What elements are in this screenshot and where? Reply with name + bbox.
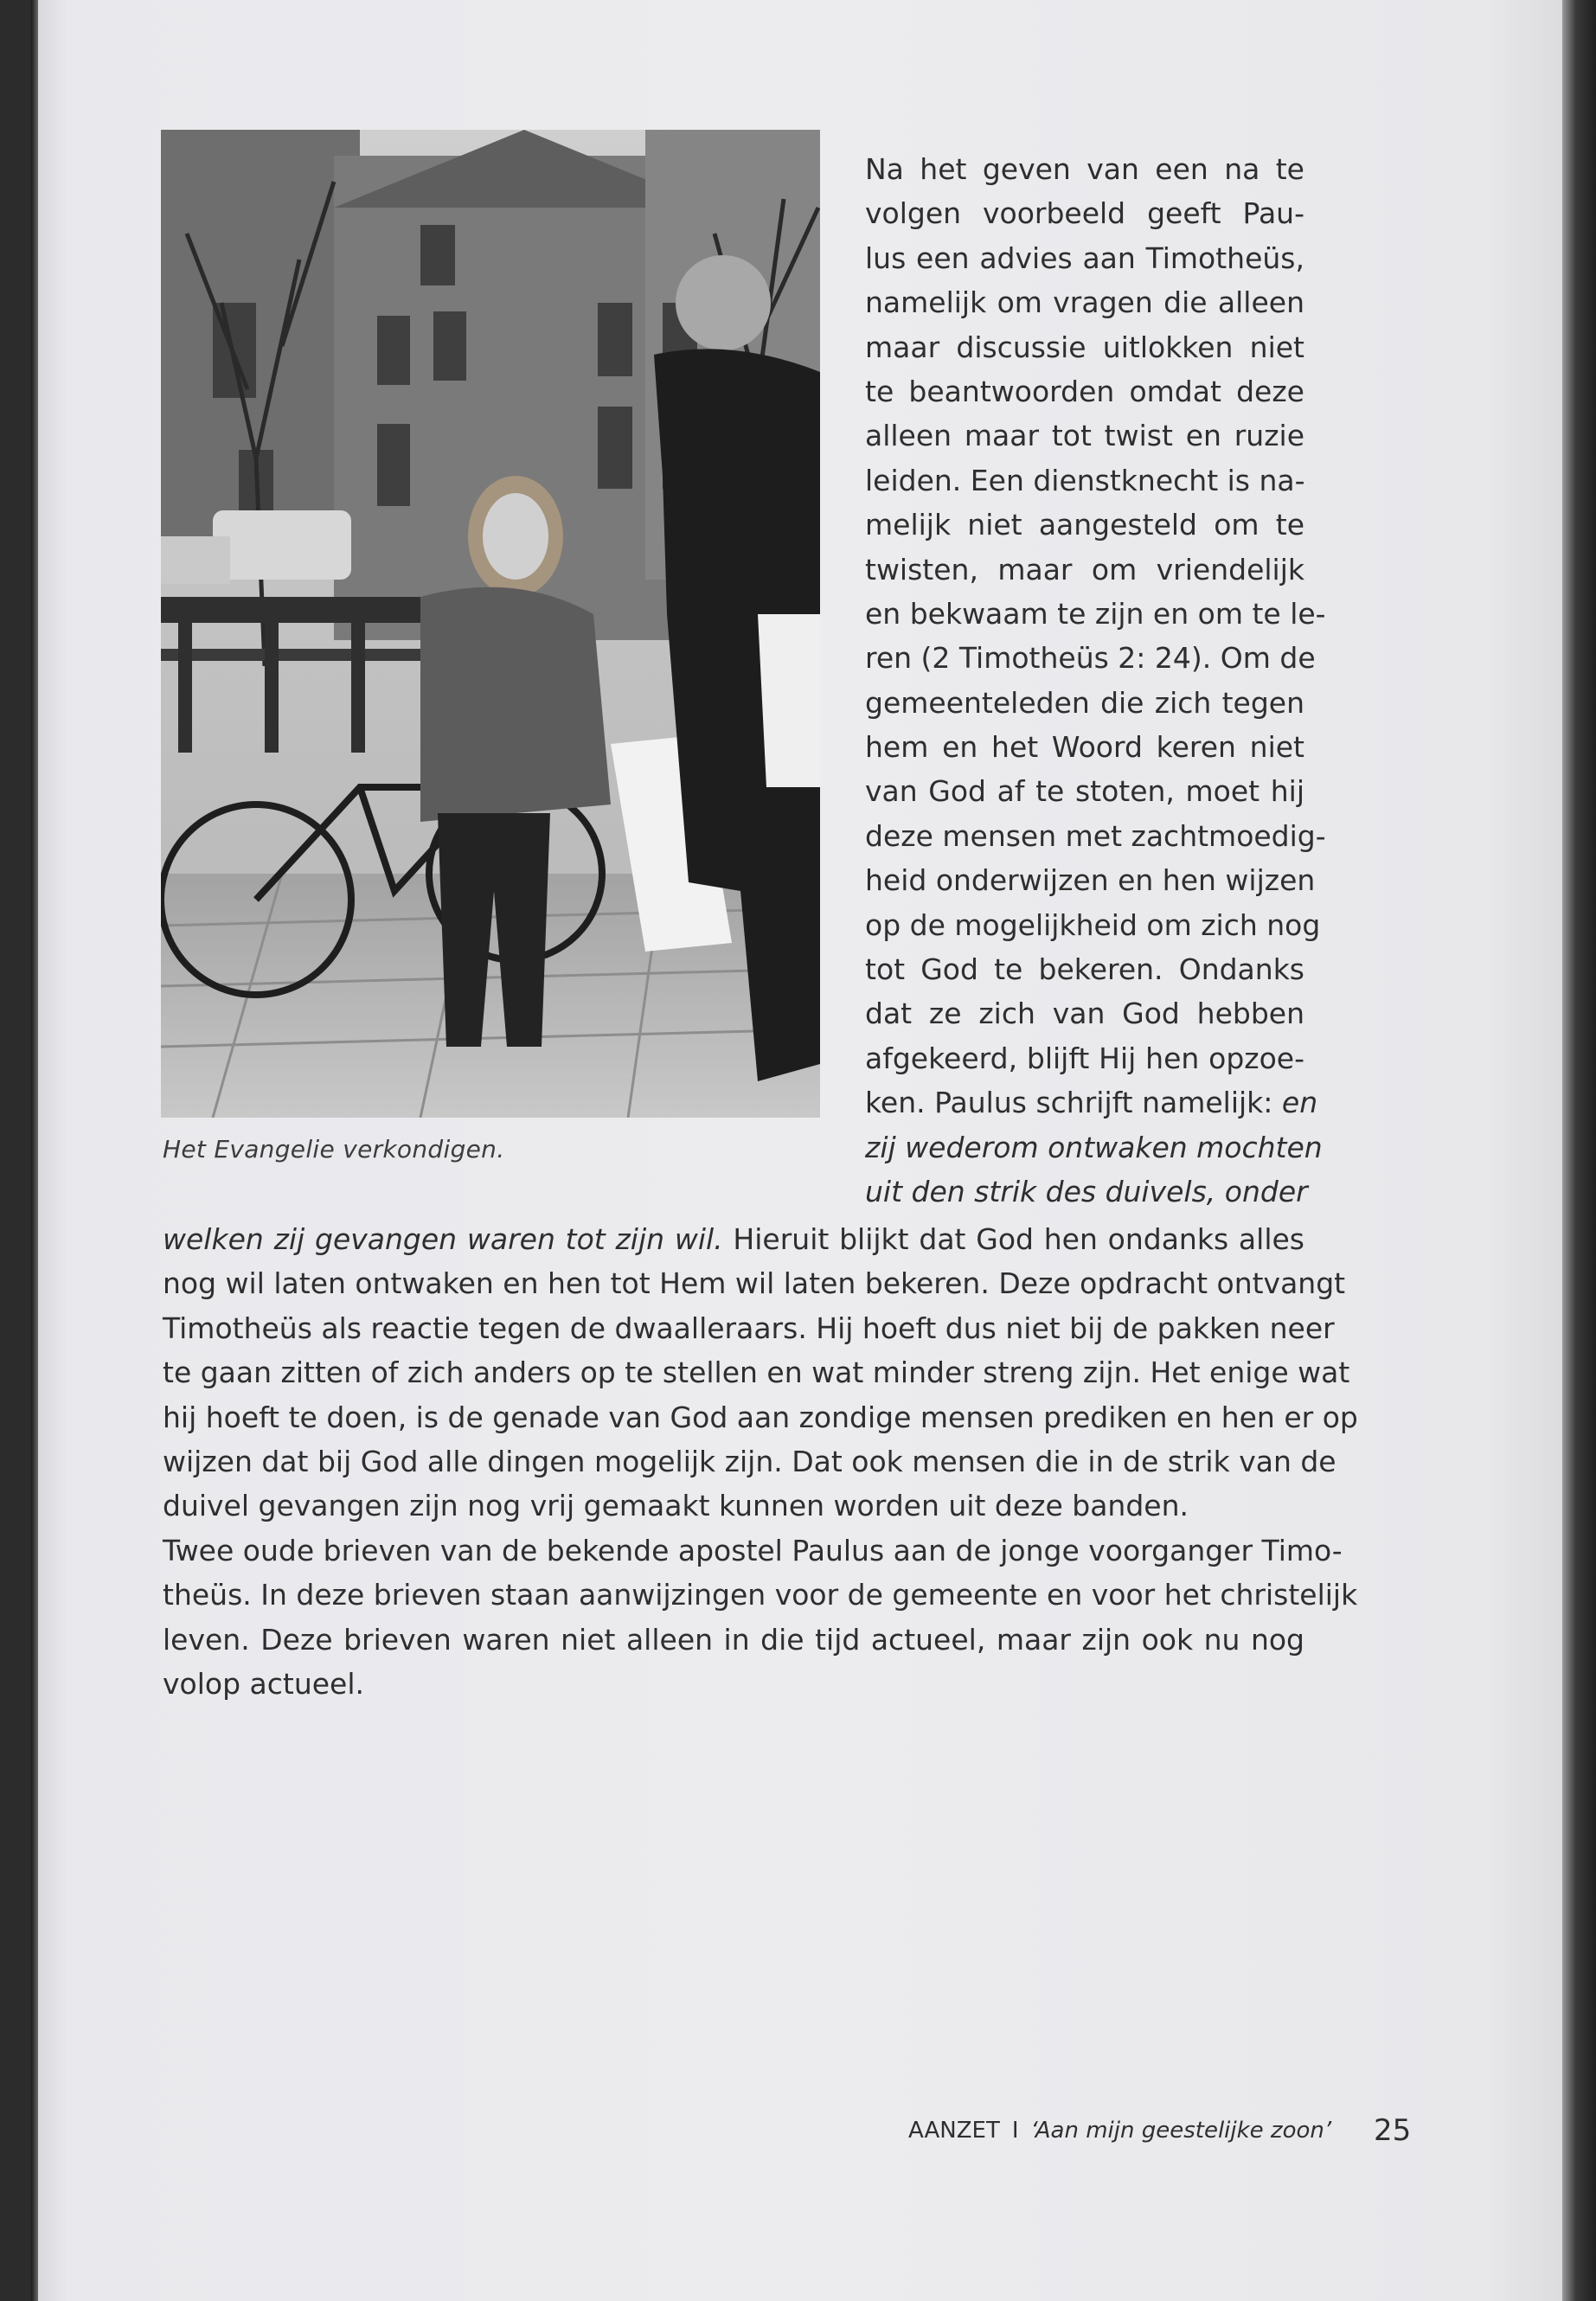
text-line: ren (2 Timotheüs 2: 24). Om de: [865, 641, 1316, 676]
text-line: alleen maar tot twist en ruzie: [865, 419, 1304, 453]
full-width-text: [163, 1217, 1358, 1706]
street-evangelism-photo: [161, 130, 820, 1118]
photo-caption: Het Evangelie verkondigen.: [163, 1135, 505, 1163]
text-line: nog wil laten ontwaken en hen tot Hem wil laten bekeren. Deze opdracht ontvangt: [163, 1266, 1346, 1301]
text-line: maar discussie uitlokken niet: [865, 330, 1304, 364]
text-line: Timotheüs als reactie tegen de dwaalleraars. Hij hoeft dus niet bij de pakken neer: [163, 1311, 1335, 1345]
text-line: Na het geven van een na te: [865, 152, 1304, 186]
text-line-mixed: [163, 1217, 1304, 1261]
text-line: te beantwoorden omdat deze: [865, 374, 1304, 408]
text-line: namelijk om vragen die alleen: [865, 285, 1304, 320]
book-outer-edge: [1562, 0, 1596, 2301]
text-line: lus een advies aan Timotheüs,: [865, 240, 1304, 275]
text-line: twisten, maar om vriendelijk: [865, 552, 1304, 586]
text-line: heid onderwijzen en hen wijzen: [865, 863, 1316, 898]
quote-run: en: [1281, 1086, 1318, 1120]
text-line: op de mogelijkheid om zich nog: [865, 907, 1321, 942]
page-number: 25: [1374, 2113, 1412, 2148]
text-line: deze mensen met zachtmoedig-: [865, 818, 1326, 853]
text-line: leiden. Een dienstknecht is na-: [865, 463, 1305, 497]
text-line: hem en het Woord keren niet: [865, 730, 1304, 765]
text-line: en bekwaam te zijn en om te le-: [865, 596, 1326, 631]
running-footer: [908, 2118, 1410, 2144]
text-line: afgekeerd, blijft Hij hen opzoe-: [865, 1041, 1304, 1075]
text-run: ken. Paulus schrijft namelijk:: [865, 1086, 1282, 1120]
quote-line: zij wederom ontwaken mochten: [865, 1130, 1323, 1164]
footer-subtitle: ‘Aan mijn geestelijke zoon’: [1030, 2118, 1332, 2144]
footer-separator: I: [1011, 2118, 1019, 2144]
right-text-column: [865, 147, 1326, 1214]
text-line: tot God te bekeren. Ondanks: [865, 952, 1304, 987]
text-line: duivel gevangen zijn nog vrij gemaakt kunnen worden uit deze banden.: [163, 1489, 1189, 1523]
text-line: wijzen dat bij God alle dingen mogelijk zijn. Dat ook mensen die in de strik van de: [163, 1444, 1336, 1478]
text-line: volgen voorbeeld geeft Pau-: [865, 196, 1304, 231]
footer-section: AANZET: [908, 2118, 1000, 2144]
text-line: volop actueel.: [163, 1666, 364, 1701]
text-line: dat ze zich van God hebben: [865, 997, 1304, 1031]
text-line: theüs. In deze brieven staan aanwijzingen voor de gemeente en voor het christelijk: [163, 1578, 1358, 1612]
text-line: van God af te stoten, moet hij: [865, 774, 1304, 809]
text-line: hij hoeft te doen, is de genade van God aan zondige mensen prediken en hen er op: [163, 1400, 1358, 1434]
book-gutter-edge: [31, 0, 38, 2301]
quote-run: welken zij gevangen waren tot zijn wil.: [163, 1222, 723, 1256]
text-line: te gaan zitten of zich anders op te stellen en wat minder streng zijn. Het enige wat: [163, 1356, 1350, 1390]
text-run: Hieruit blijkt dat God hen ondanks alles: [722, 1222, 1304, 1256]
text-line: gemeenteleden die zich tegen: [865, 685, 1304, 720]
text-line: melijk niet aangesteld om te: [865, 508, 1304, 542]
text-line: leven. Deze brieven waren niet alleen in die tijd actueel, maar zijn ook nu nog: [163, 1622, 1304, 1657]
text-line: Twee oude brieven van de bekende apostel Paulus aan de jonge voorganger Timo-: [163, 1533, 1343, 1567]
text-line-mixed: [865, 1080, 1318, 1125]
quote-line: uit den strik des duivels, onder: [865, 1174, 1308, 1208]
